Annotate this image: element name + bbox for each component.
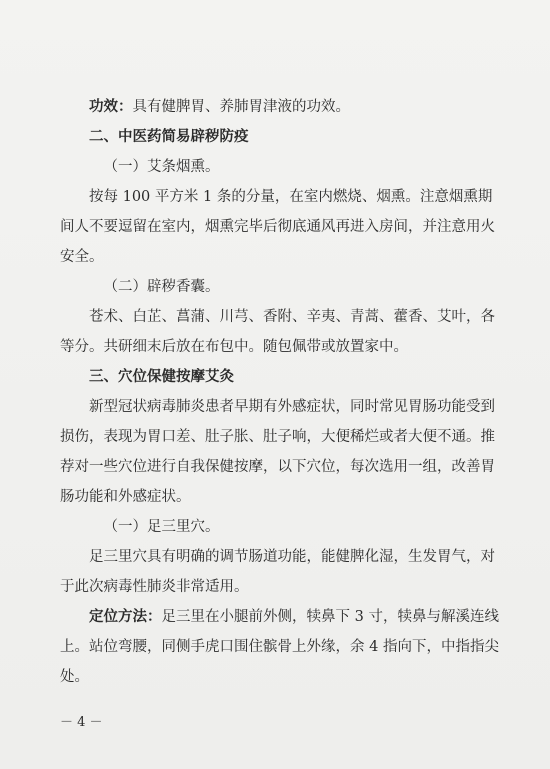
section-heading-3: 三、穴位保健按摩艾灸 (89, 369, 234, 385)
document-body (60, 92, 500, 692)
subsection-heading-2: （二）辟秽香囊。 (103, 279, 220, 295)
efficacy-text: 具有健脾胃、养肺胃津液的功效。 (132, 99, 350, 115)
location-paragraph (60, 602, 500, 692)
moxa-paragraph: 按每 100 平方米 1 条的分量，在室内燃烧、烟熏。注意烟熏期间人不要逗留在室内，烟熏完毕后彻底通风再进入房间，并注意用火安全。 (60, 189, 495, 265)
page-number: － 4 － (60, 715, 103, 730)
subsection-heading-1: （一）艾条烟熏。 (103, 159, 220, 175)
efficacy-label: 功效： (89, 99, 133, 115)
efficacy-paragraph (60, 92, 500, 122)
subsection-heading-3: （一）足三里穴。 (103, 519, 220, 535)
acupoint-intro-paragraph: 新型冠状病毒肺炎患者早期有外感症状，同时常见胃肠功能受到损伤，表现为胃口差、肚子胀、肚子响，大便稀烂或者大便不通。推荐对一些穴位进行自我保健按摩，以下穴位，每次选用一组，改善胃肠功能和外感症状。 (60, 399, 495, 505)
section-heading-2: 二、中医药简易辟秽防疫 (89, 129, 249, 145)
location-text: 足三里在小腿前外侧，犊鼻下 3 寸，犊鼻与解溪连线上。站位弯腰，同侧手虎口围住髌骨上外缘，余 4 指向下，中指指尖处。 (60, 609, 499, 685)
location-label: 定位方法： (89, 609, 162, 625)
zusanli-paragraph: 足三里穴具有明确的调节肠道功能，能健脾化湿，生发胃气，对于此次病毒性肺炎非常适用。 (60, 549, 495, 595)
sachet-paragraph: 苍术、白芷、菖蒲、川芎、香附、辛夷、青蒿、藿香、艾叶，各等分。共研细末后放在布包中。随包佩带或放置家中。 (60, 309, 495, 355)
